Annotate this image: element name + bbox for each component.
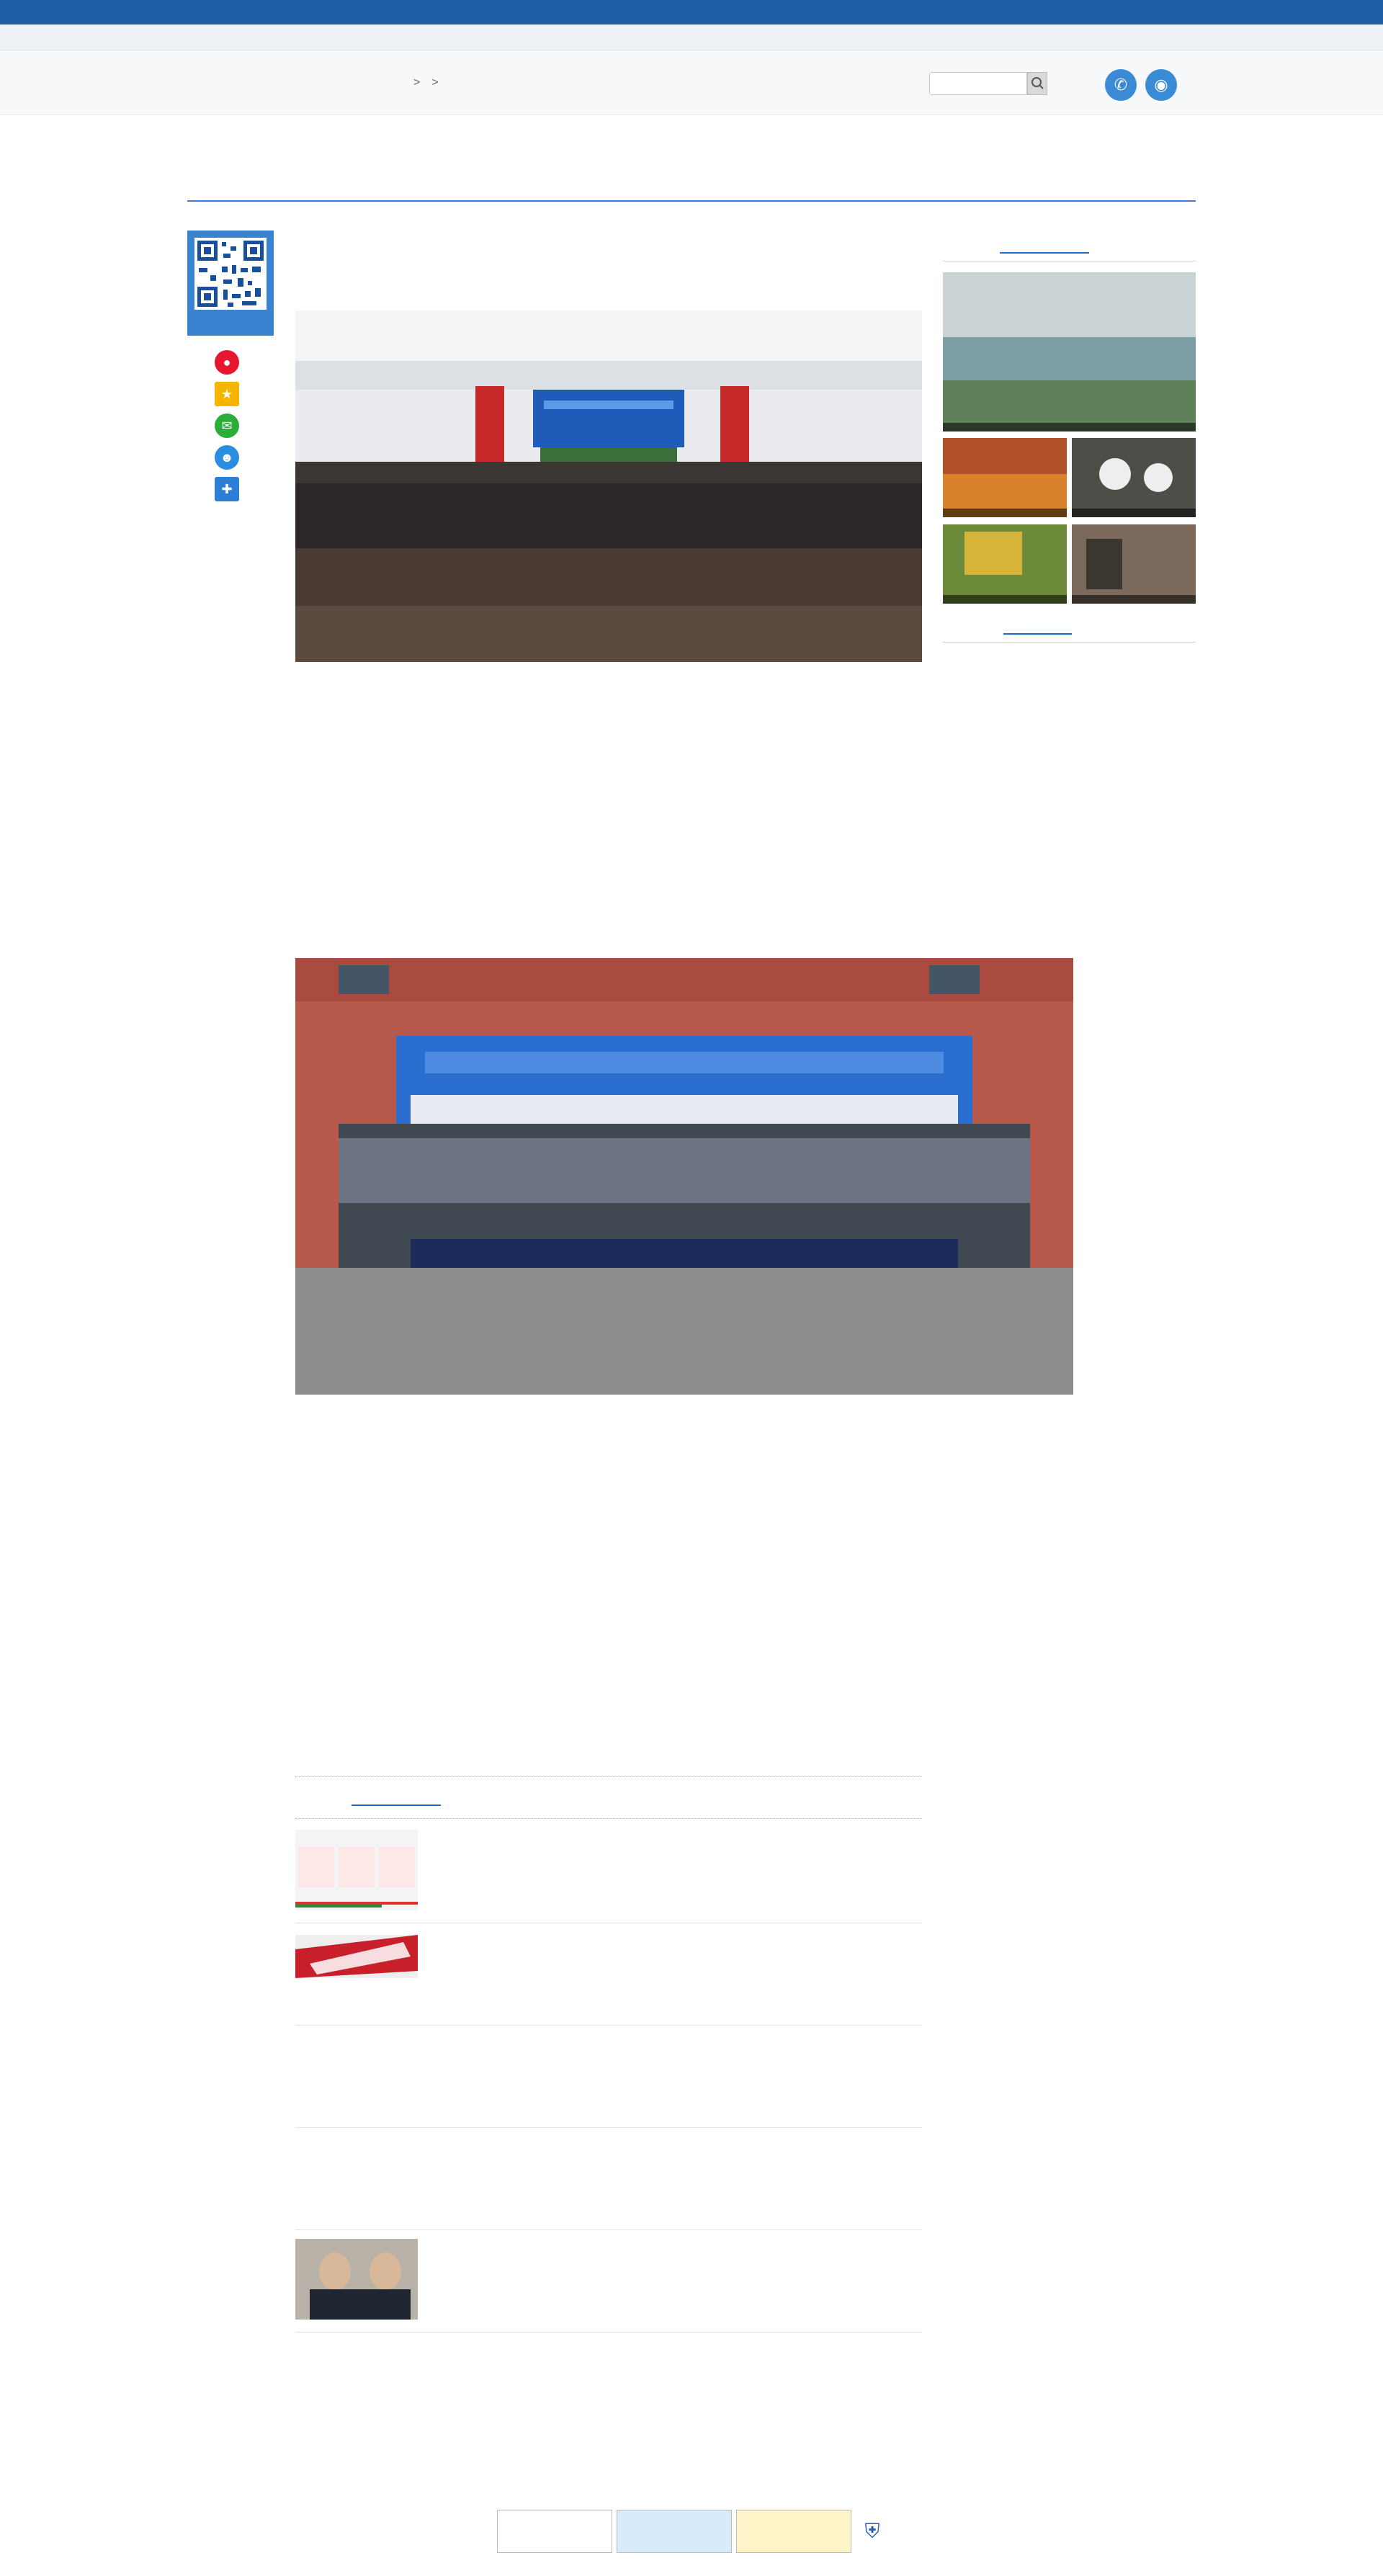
site-header bbox=[0, 50, 1383, 115]
visual-tile-caption bbox=[1072, 595, 1196, 604]
search-button[interactable] bbox=[1027, 72, 1047, 95]
breadcrumb-sep: > bbox=[431, 76, 439, 89]
city-nav-list bbox=[0, 24, 1383, 30]
mobile-qr-box[interactable] bbox=[187, 231, 274, 336]
police-badge[interactable] bbox=[856, 2510, 889, 2553]
share-more-button[interactable] bbox=[215, 477, 239, 501]
wechat-icon: ✆ bbox=[1114, 76, 1128, 94]
recommend-accent bbox=[352, 1804, 441, 1806]
sichuan-report-badge[interactable] bbox=[736, 2510, 851, 2553]
wechat-follow-button[interactable] bbox=[1105, 69, 1137, 101]
forum-hall-photo bbox=[295, 310, 922, 662]
top-nav-bar bbox=[0, 0, 1383, 24]
top-nav-list bbox=[14, 0, 1383, 4]
recommend-item[interactable] bbox=[295, 2232, 922, 2333]
visual-tile-caption bbox=[943, 595, 1067, 604]
visual-tile-3[interactable] bbox=[1072, 438, 1196, 517]
breadcrumb bbox=[408, 76, 444, 89]
title-divider bbox=[187, 200, 1196, 202]
city-nav-bar bbox=[0, 24, 1383, 50]
harmful-info-badge[interactable] bbox=[617, 2510, 732, 2553]
qq-icon: ☻ bbox=[220, 450, 234, 465]
recommend-thumb-police bbox=[295, 2239, 418, 2320]
search-input[interactable] bbox=[929, 72, 1027, 95]
recommend-thumb-news bbox=[295, 1935, 418, 1978]
recommend-item[interactable] bbox=[295, 1925, 922, 2026]
visual-tile-caption bbox=[943, 509, 1067, 517]
weibo-follow-button[interactable] bbox=[1145, 69, 1177, 101]
share-weibo-button[interactable] bbox=[215, 350, 239, 375]
wechat-icon: ✉ bbox=[221, 419, 233, 433]
recommend-thumb-stock bbox=[295, 1830, 418, 1910]
visual-focus-accent bbox=[1000, 252, 1089, 254]
recommend-item[interactable] bbox=[295, 2027, 922, 2128]
qr-code bbox=[194, 238, 267, 310]
report-center-badge[interactable] bbox=[497, 2510, 612, 2553]
article-meta bbox=[187, 179, 222, 192]
star-icon: ★ bbox=[220, 387, 233, 401]
visual-tile-caption bbox=[943, 423, 1196, 431]
ranking-accent bbox=[1003, 633, 1072, 635]
weibo-icon: ◉ bbox=[1154, 76, 1168, 94]
police-icon: ⛨ bbox=[864, 2520, 880, 2542]
breadcrumb-sep: > bbox=[413, 76, 421, 89]
footer-badges bbox=[497, 2510, 889, 2553]
visual-tile-2[interactable] bbox=[943, 438, 1067, 517]
share-qq-button[interactable] bbox=[215, 445, 239, 470]
weibo-icon: ● bbox=[223, 355, 231, 370]
visual-tile-5[interactable] bbox=[1072, 524, 1196, 604]
recommend-item[interactable] bbox=[295, 2129, 922, 2230]
recommend-divider bbox=[295, 1818, 922, 1819]
recommend-item[interactable] bbox=[295, 1823, 922, 1923]
share-favorite-button[interactable] bbox=[215, 382, 239, 406]
ranking-divider bbox=[943, 642, 1196, 643]
search-icon bbox=[1028, 73, 1047, 94]
visual-tile-1[interactable] bbox=[943, 272, 1196, 431]
plus-icon: ✚ bbox=[221, 482, 233, 496]
share-wechat-button[interactable] bbox=[215, 413, 239, 438]
group-photo bbox=[295, 958, 1073, 1395]
visual-tile-4[interactable] bbox=[943, 524, 1067, 604]
visual-tile-caption bbox=[1072, 509, 1196, 517]
recommend-top-divider bbox=[295, 1776, 922, 1777]
